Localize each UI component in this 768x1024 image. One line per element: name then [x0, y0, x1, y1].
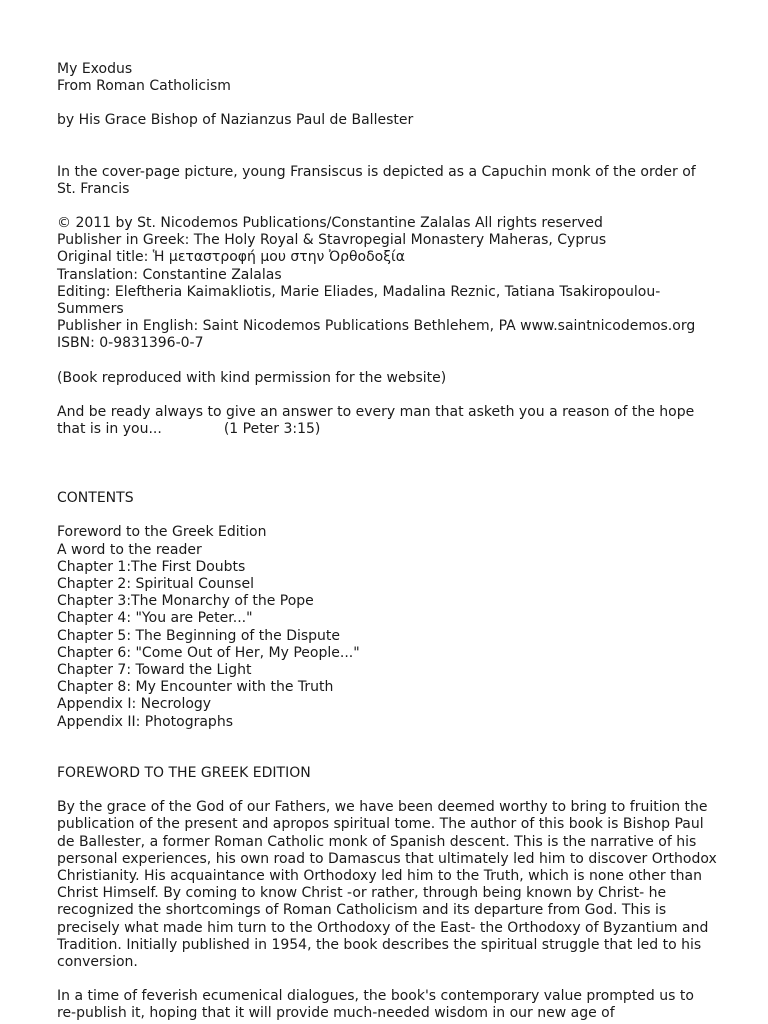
foreword-paragraph-1: By the grace of the God of our Fathers, we have been deemed worthy to bring to fruition the publication of the present and apropos spiritual tome. The author of this book is Bishop Paul de Ballester, a former Roman Catholic monk of Spanish descent. This is the narrative of his personal experiences, his own road to Damascus that ultimately led him to discover Orthodox Christianity. His acquaintance with Orthodoxy led him to the Truth, which is none other than Christ Himself. By coming to know Christ -or rather, through being known by Christ- he recognized the shortcomings of Roman Catholicism and its departure from God. This is precisely what made him turn to the Orthodoxy of the East- the Orthodoxy of Byzantium and Tradition. Initially published in 1954, the book describes the spiritual struggle that led to his conversion. [57, 799, 717, 970]
contents-item: Appendix II: Photographs [57, 713, 233, 730]
epigraph-line-2 [57, 421, 717, 438]
publisher-english-line: Publisher in English: Saint Nicodemos Publications Bethlehem, PA www.saintnicodemos.org [57, 318, 696, 335]
epigraph-reference: (1 Peter 3:15) [223, 421, 321, 438]
foreword-heading: FOREWORD TO THE GREEK EDITION [57, 764, 311, 781]
contents-item: Appendix I: Necrology [57, 696, 212, 713]
publisher-greek-line: Publisher in Greek: The Holy Royal & Stavropegial Monastery Maheras, Cyprus [57, 232, 607, 249]
document-body [57, 61, 717, 1023]
isbn-line: ISBN: 0-9831396-0-7 [57, 335, 204, 352]
contents-item: Chapter 5: The Beginning of the Dispute [57, 627, 341, 644]
contents-item: Foreword to the Greek Edition [57, 524, 267, 541]
book-title-line-1: My Exodus [57, 61, 133, 77]
contents-item: Chapter 8: My Encounter with the Truth [57, 679, 334, 696]
contents-item: Chapter 2: Spiritual Counsel [57, 576, 254, 593]
translation-line: Translation: Constantine Zalalas [57, 266, 282, 283]
contents-item: Chapter 4: "You are Peter..." [57, 610, 253, 627]
contents-list [57, 524, 717, 730]
foreword-paragraph-2: In a time of feverish ecumenical dialogues, the book's contemporary value prompted us to re-publish it, hoping that it will provide much-needed wisdom in our new age of [57, 988, 694, 1022]
editing-line: Editing: Eleftheria Kaimakliotis, Marie Eliades, Madalina Reznic, Tatiana Tsakiropoulou-Summers [57, 283, 661, 318]
book-title-line-2: From Roman Catholicism [57, 78, 231, 95]
cover-note: In the cover-page picture, young Fransiscus is depicted as a Capuchin monk of the order of St. Francis [57, 163, 696, 197]
contents-item: Chapter 1:The First Doubts [57, 558, 246, 575]
permission-note: (Book reproduced with kind permission for the website) [57, 369, 447, 386]
original-title-line: Original title: Ἡ μεταστροφή μου στην Ὀρθοδοξία [57, 249, 406, 266]
author-line: by His Grace Bishop of Nazianzus Paul de Ballester [57, 112, 414, 129]
contents-item: Chapter 3:The Monarchy of the Pope [57, 593, 314, 610]
copyright-line: © 2011 by St. Nicodemos Publications/Constantine Zalalas All rights reserved [57, 215, 603, 232]
contents-heading: CONTENTS [57, 490, 134, 507]
epigraph-line-1: And be ready always to give an answer to every man that asketh you a reason of the hope [57, 403, 695, 420]
epigraph-text-end: that is in you... [57, 421, 162, 438]
contents-item: A word to the reader [57, 541, 202, 558]
contents-item: Chapter 6: "Come Out of Her, My People..." [57, 644, 360, 661]
contents-item: Chapter 7: Toward the Light [57, 662, 252, 679]
